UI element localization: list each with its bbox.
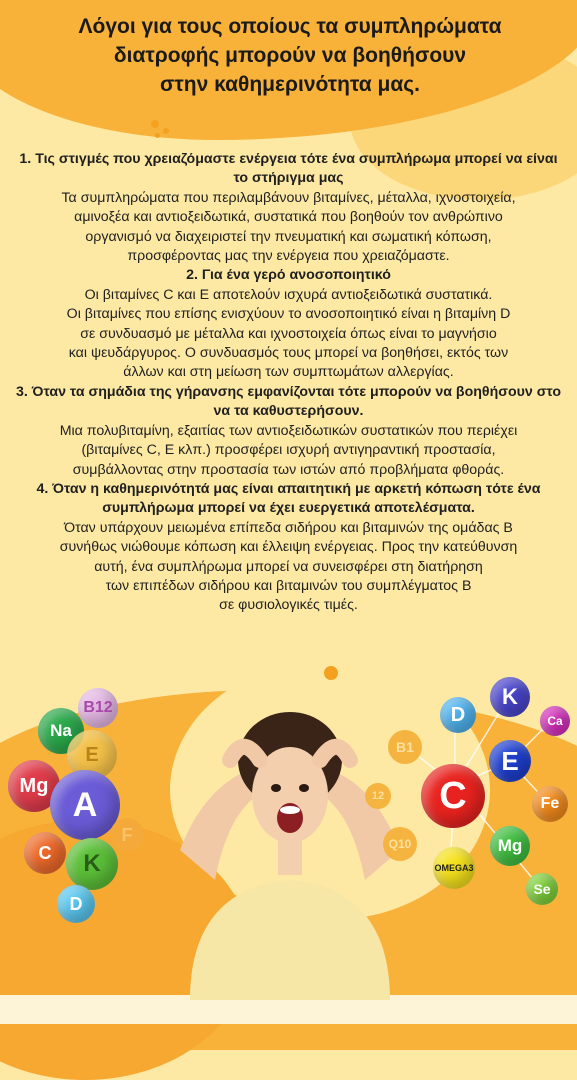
vitamin-k-ball-left [66, 838, 118, 890]
body-line: προσφέροντας μας την ενέργεια που χρειαζόμαστε. [127, 248, 450, 265]
omega3-ball [433, 847, 475, 889]
body-line: Οι βιταμίνες που επίσης ενισχύουν το ανοσοποιητικό είναι η βιταμίνη D [66, 306, 511, 323]
body-line: και ψευδάργυρος. Ο συνδυασμός τους μπορεί να βοηθήσει, εκτός των [68, 345, 509, 362]
ball-label: A [72, 785, 98, 824]
coenzyme-q10-ball [383, 827, 417, 861]
ball-label: E [501, 745, 519, 776]
vitamin-c-ball-large [421, 764, 485, 828]
section-heading: 1. Τις στιγμές που χρειαζόμαστε ενέργεια τότε ένα συμπλήρωμα μπορεί να είναι το στήριγμα μας [19, 151, 558, 187]
vitamin-d-ball-right [440, 697, 476, 733]
vitamin-e-ball-right [489, 740, 531, 782]
article-body [12, 150, 565, 616]
mineral-f-ball [110, 818, 144, 852]
body-line: συνήθως νιώθουμε κόπωση και έλλειψη ενέργειας. Προς την κατεύθυνση [59, 539, 518, 556]
mineral-se-ball [526, 873, 558, 905]
decor-dot [324, 666, 338, 680]
ball-label: OMEGA3 [434, 863, 474, 873]
ball-label: C [439, 774, 467, 817]
woman-illustration [170, 700, 410, 1000]
page-title [20, 12, 560, 99]
body-line: των επιπέδων σιδήρου και βιταμινών του συμπλέγματος B [105, 577, 472, 594]
neck [278, 835, 302, 875]
body-line: συμβάλλοντας στην προστασία των ιστών από προβλήματα φθοράς. [72, 461, 505, 478]
decor-dot [155, 133, 160, 138]
ball-label: Q10 [388, 837, 412, 851]
mineral-ca-ball [540, 706, 570, 736]
mineral-mg-ball-right [490, 826, 530, 866]
body-line: Οι βιταμίνες C και E αποτελούν ισχυρά αντιοξειδωτικά συστατικά. [84, 286, 493, 303]
title-line: Λόγοι για τους οποίους τα συμπληρώματα [78, 15, 502, 38]
body-line: (βιταμίνες C, E κλπ.) προσφέρει ισχυρή αντιγηραντική προστασία, [81, 442, 496, 459]
ball-label: K [83, 850, 101, 877]
vitamin-b1-ball [388, 730, 422, 764]
title-line: διατροφής μπορούν να βοηθήσουν [113, 44, 467, 67]
left-eye [271, 784, 281, 792]
ball-label: F [121, 824, 133, 845]
ball-label: K [502, 684, 518, 709]
ball-label: B12 [83, 699, 113, 716]
title-line: στην καθημερινότητα μας. [160, 73, 420, 96]
body-line: σε συνδυασμό με μέταλλα και ιχνοστοιχεία όπως είναι το μαγνήσιο [80, 325, 497, 342]
vitamin-a-ball [50, 770, 120, 840]
body-line: αμινοξέα και αντιοξειδωτικά, συστατικά που βοηθούν τον ανθρώπινο [74, 209, 503, 226]
ball-label: C [38, 842, 52, 863]
ball-label: Ca [547, 714, 563, 728]
mineral-fe-ball [532, 786, 568, 822]
vitamin-k-ball-right [490, 677, 530, 717]
body-line: άλλων και στη μείωση των συμπτωμάτων αλλεργίας. [123, 364, 454, 381]
teeth [280, 806, 300, 814]
body-line: Όταν υπάρχουν μειωμένα επίπεδα σιδήρου και βιταμινών της ομάδας B [64, 519, 513, 536]
ball-label: B1 [396, 739, 414, 755]
body-line: σε φυσιολογικές τιμές. [219, 597, 358, 614]
ball-label: D [450, 703, 466, 726]
decor-dot [151, 120, 159, 128]
decor-dot [163, 128, 169, 134]
body-line: Μια πολυβιταμίνη, εξαιτίας των αντιοξειδωτικών συστατικών που περιέχει [59, 422, 518, 439]
ball-label: 12 [371, 790, 385, 802]
ball-label: Mg [19, 774, 49, 797]
ball-label: Na [50, 721, 72, 740]
section-heading: 2. Για ένα γερό ανοσοποιητικό [186, 267, 391, 284]
ball-label: Fe [540, 795, 560, 812]
body-line: Τα συμπληρώματα που περιλαμβάνουν βιταμίνες, μέταλλα, ιχνοστοιχεία, [61, 189, 516, 206]
ball-label: D [69, 893, 83, 914]
vitamin-c-ball-small [24, 832, 66, 874]
section-heading: 3. Όταν τα σημάδια της γήρανσης εμφανίζονται τότε μπορούν να βοηθήσουν στο να τα καθυστερήσουν. [15, 383, 562, 420]
section-heading: 4. Όταν η καθημερινότητά μας είναι απαιτητική με αρκετή κόπωση τότε ένα συμπλήρωμα μπορεί να έχει ευεργετικά αποτελέσματα. [36, 480, 541, 517]
body-line: αυτή, ένα συμπλήρωμα μπορεί να συνεισφέρει στη διατήρηση [94, 558, 483, 575]
vitamin-12-ball [365, 783, 391, 809]
shirt [190, 880, 390, 1000]
ball-label: Mg [497, 836, 523, 855]
right-eye [299, 784, 309, 792]
body-line: οργανισμό να διαχειριστεί την πνευματική και σωματική κόπωση, [85, 228, 492, 245]
ball-label: E [85, 743, 99, 766]
ball-label: Se [533, 881, 551, 897]
vitamin-b12-ball [78, 688, 118, 728]
vitamin-d-ball-left [57, 885, 95, 923]
